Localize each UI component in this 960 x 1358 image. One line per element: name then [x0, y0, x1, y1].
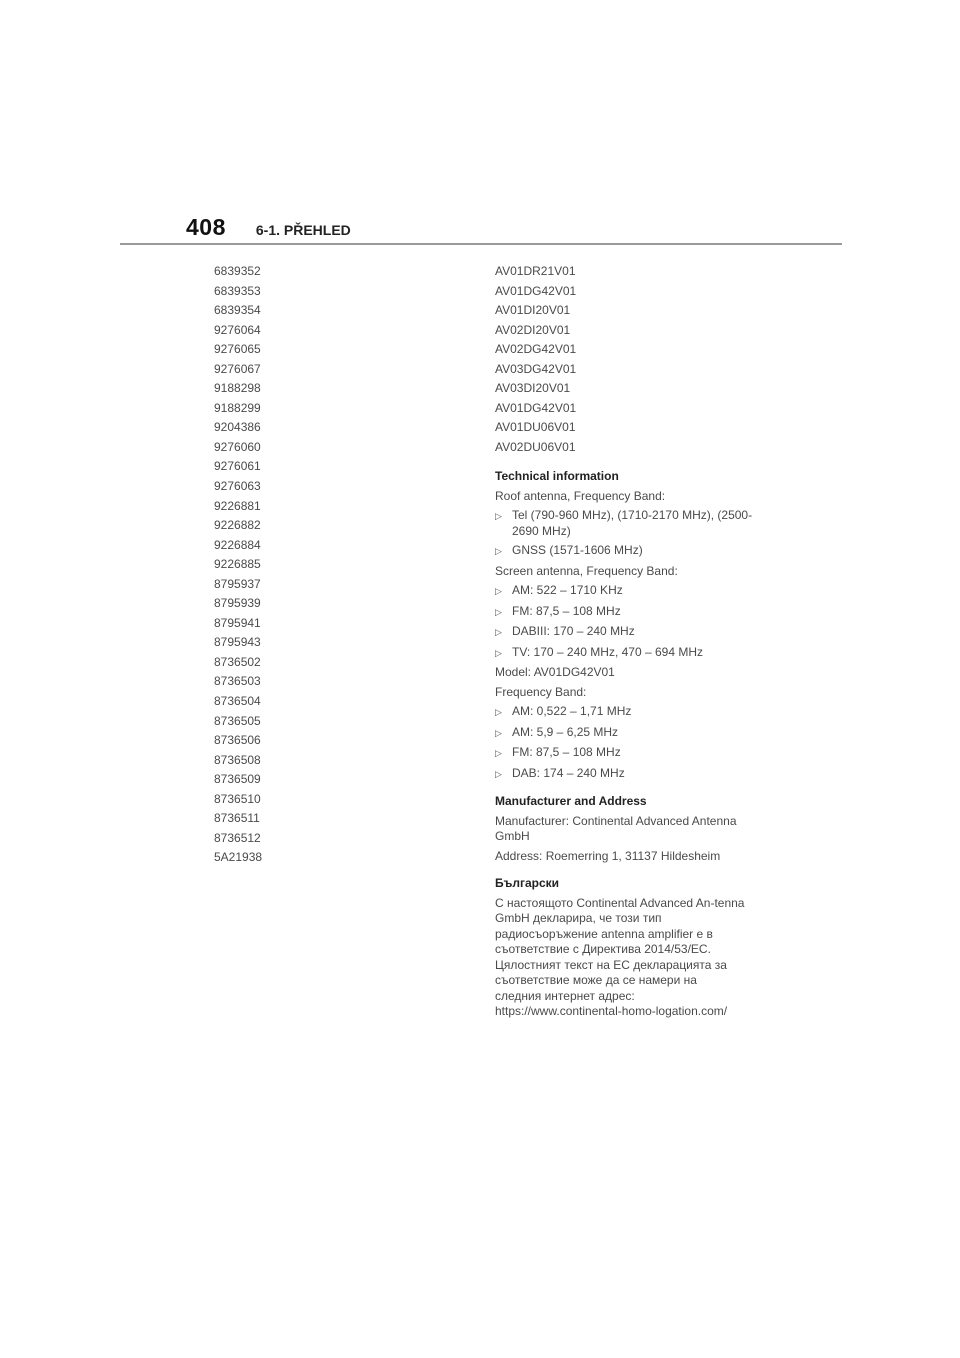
model-label: Model: AV01DG42V01: [495, 665, 615, 679]
list-item: [495, 583, 755, 600]
list-item: 9204386: [214, 420, 261, 435]
list-item: 8795941: [214, 615, 261, 630]
list-item: 8795943: [214, 635, 261, 650]
list-item: 8736508: [214, 752, 261, 767]
triangle-bullet-icon: ▷: [495, 768, 502, 779]
technical-heading: Technical information: [495, 469, 619, 483]
list-item: 9226884: [214, 537, 261, 552]
model-code: AV03DG42V01: [495, 361, 577, 376]
list-item: 8736502: [214, 654, 261, 669]
triangle-bullet-icon: ▷: [495, 748, 502, 758]
list-item: [495, 645, 755, 662]
page-number: 408: [186, 214, 226, 240]
list-item: 8736509: [214, 772, 261, 787]
bulgarian-declaration: С настоящото Continental Advanced An-tenna GmbH декларира, че този тип радиосъоръжение antenna amplifier е в съответствие с Директива 2014/53/ЕС. Цялостният текст на ЕС декларацията за съответствие може да се намери на следния интернет адрес: https://www.continental-homo-logation.com/: [495, 895, 745, 1018]
page-header: [186, 214, 351, 246]
triangle-bullet-icon: ▷: [495, 727, 502, 738]
model-code: AV02DG42V01: [495, 342, 577, 356]
triangle-bullet-icon: ▷: [495, 511, 502, 521]
manufacturer-address: Address: Roemerring 1, 31137 Hildesheim: [495, 848, 721, 863]
list-item: 8736512: [214, 830, 261, 845]
list-item: 9188299: [214, 400, 261, 415]
model-code: AV01DG42V01: [495, 283, 577, 298]
list-item: 8795939: [214, 596, 261, 611]
list-item: 9276063: [214, 479, 261, 494]
list-item: [495, 766, 755, 783]
list-item: 9276067: [214, 361, 261, 376]
bullet-text: DABIII: 170 – 240 MHz: [512, 624, 635, 638]
manufacturer-heading: Manufacturer and Address: [495, 794, 647, 808]
manufacturer-name: Manufacturer: Continental Advanced Antenna GmbH: [495, 813, 737, 843]
list-item: 8795937: [214, 576, 261, 591]
part-number-list: [214, 262, 414, 868]
roof-antenna-label: Roof antenna, Frequency Band:: [495, 488, 666, 503]
triangle-bullet-icon: ▷: [495, 707, 502, 717]
list-item: 8736511: [214, 811, 260, 826]
list-item: 6839354: [214, 303, 261, 318]
triangle-bullet-icon: ▷: [495, 606, 502, 617]
triangle-bullet-icon: ▷: [495, 647, 502, 658]
right-column: [495, 262, 755, 1020]
bullet-text: TV: 170 – 240 MHz, 470 – 694 MHz: [512, 644, 703, 659]
list-item: 8736503: [214, 674, 261, 689]
list-item: 8736510: [214, 791, 261, 806]
list-item: 9226881: [214, 498, 261, 513]
list-item: [495, 604, 755, 621]
list-item: 6839352: [214, 264, 261, 278]
model-code: AV02DI20V01: [495, 322, 571, 337]
list-item: [495, 725, 755, 742]
screen-antenna-label: Screen antenna, Frequency Band:: [495, 563, 678, 578]
list-item: [495, 624, 755, 641]
list-item: 9276060: [214, 439, 261, 454]
bullet-text: FM: 87,5 – 108 MHz: [512, 745, 621, 759]
bulgarian-heading: Български: [495, 876, 560, 890]
list-item: [495, 543, 755, 560]
model-code: AV02DU06V01: [495, 439, 576, 454]
list-item: 8736504: [214, 694, 261, 709]
model-code: AV01DU06V01: [495, 420, 576, 434]
triangle-bullet-icon: ▷: [495, 546, 502, 556]
model-code: AV01DG42V01: [495, 400, 577, 415]
bullet-text: AM: 0,522 – 1,71 MHz: [512, 704, 632, 718]
frequency-band-label: Frequency Band:: [495, 684, 587, 699]
triangle-bullet-icon: ▷: [495, 586, 502, 596]
list-item: [495, 745, 755, 762]
model-code: AV03DI20V01: [495, 381, 571, 395]
list-item: [495, 704, 755, 721]
bullet-text: DAB: 174 – 240 MHz: [512, 765, 625, 780]
list-item: 5A21938: [214, 850, 263, 865]
triangle-bullet-icon: ▷: [495, 627, 502, 637]
model-code: AV01DI20V01: [495, 303, 571, 317]
list-item: 9226885: [214, 557, 261, 572]
bullet-text: AM: 5,9 – 6,25 MHz: [512, 724, 619, 739]
list-item: 9276064: [214, 322, 261, 337]
bullet-text: FM: 87,5 – 108 MHz: [512, 603, 621, 618]
bullet-text: GNSS (1571-1606 MHz): [512, 543, 643, 557]
list-item: 9188298: [214, 381, 261, 396]
list-item: 9276061: [214, 459, 261, 474]
list-item: 9226882: [214, 518, 261, 533]
model-code: AV01DR21V01: [495, 264, 576, 278]
list-item: 8736506: [214, 733, 261, 748]
chapter-title: 6-1. PŘEHLED: [255, 222, 351, 238]
list-item: 9276065: [214, 342, 261, 357]
bullet-text: AM: 522 – 1710 KHz: [512, 583, 623, 597]
list-item: 8736505: [214, 713, 261, 728]
header-divider: [120, 243, 842, 245]
list-item: 6839353: [214, 283, 261, 298]
list-item: [495, 508, 755, 539]
bullet-text: Tel (790-960 MHz), (1710-2170 MHz), (2500-2690 MHz): [512, 508, 753, 538]
